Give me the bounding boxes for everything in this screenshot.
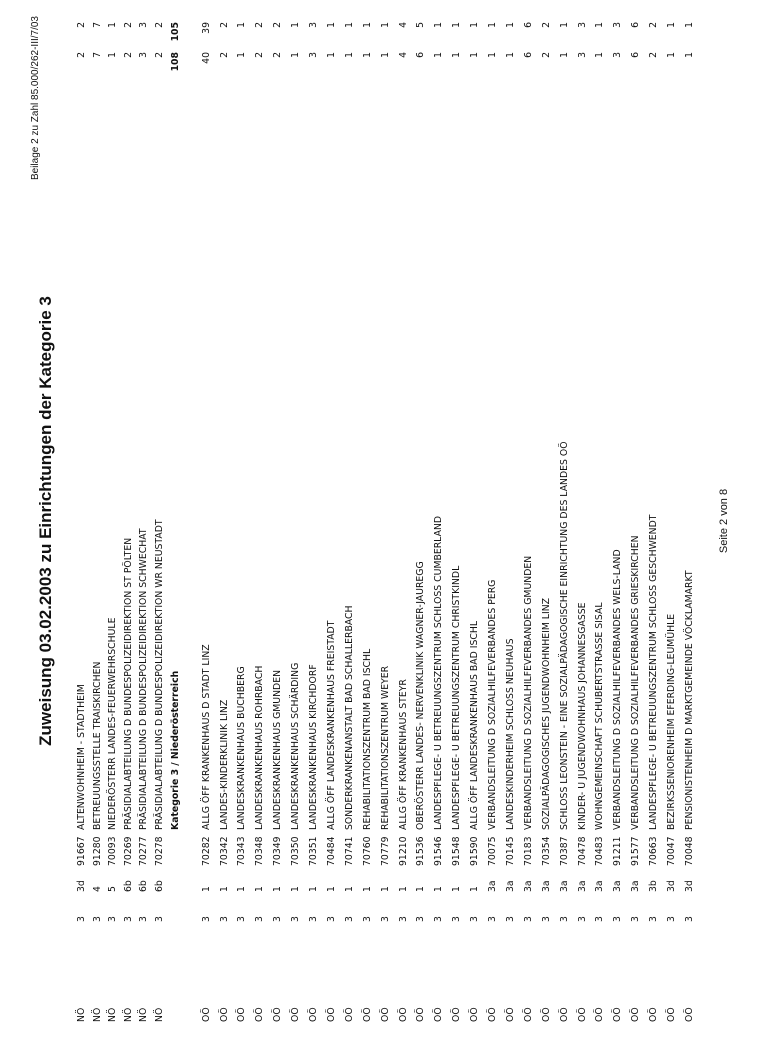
value-1-cell: 1 bbox=[343, 52, 355, 58]
category-cell: 3 bbox=[91, 916, 103, 922]
subcategory-cell: 6b bbox=[138, 880, 150, 892]
value-1-cell: 2 bbox=[76, 52, 87, 58]
state-cell: NÖ bbox=[91, 1007, 103, 1022]
state-cell: OÖ bbox=[397, 1007, 409, 1022]
value-1-cell: 1 bbox=[487, 52, 498, 58]
page-title: Zuweisung 03.02.2003 zu Einrichtungen der Kategorie 3 bbox=[36, 296, 55, 746]
value-2-cell: 1 bbox=[666, 22, 677, 28]
facility-number-cell: 70483 bbox=[594, 836, 606, 866]
facility-name-cell: OBERÖSTERR LANDES- NERVENKLINIK WAGNER-JAUREGG bbox=[415, 561, 427, 830]
state-cell: NÖ bbox=[107, 1007, 119, 1022]
value-2-cell: 2 bbox=[218, 22, 230, 28]
state-cell: OÖ bbox=[612, 1007, 624, 1022]
value-2-cell: 3 bbox=[612, 22, 624, 28]
subcategory-cell: 3a bbox=[540, 880, 552, 892]
value-1-cell: 1 bbox=[469, 52, 481, 58]
state-cell: OÖ bbox=[200, 1007, 212, 1022]
facility-number-cell: 91667 bbox=[76, 836, 87, 866]
value-1-cell: 1 bbox=[107, 52, 119, 58]
facility-number-cell: 91536 bbox=[415, 836, 427, 866]
state-cell: OÖ bbox=[683, 1007, 695, 1022]
value-1-cell: 6 bbox=[630, 52, 642, 58]
category-cell: 3 bbox=[397, 916, 409, 922]
facility-number-cell: 91211 bbox=[612, 836, 624, 866]
state-cell: NÖ bbox=[138, 1007, 150, 1022]
state-cell: OÖ bbox=[451, 1007, 463, 1022]
value-1-cell: 6 bbox=[415, 52, 427, 58]
value-1-cell: 3 bbox=[138, 52, 150, 58]
subcategory-cell: 5 bbox=[107, 886, 119, 892]
facility-number-cell: 70282 bbox=[200, 836, 212, 866]
state-cell: OÖ bbox=[433, 1007, 445, 1022]
facility-name-cell: NIEDERÖSTERR LANDES-FEUERWEHRSCHULE bbox=[107, 617, 119, 830]
value-2-cell: 2 bbox=[154, 22, 165, 28]
value-2-cell: 2 bbox=[540, 22, 552, 28]
state-cell: OÖ bbox=[558, 1007, 570, 1022]
facility-number-cell: 91548 bbox=[451, 836, 463, 866]
subcategory-cell: 6b bbox=[154, 880, 165, 892]
subcategory-cell: 1 bbox=[236, 886, 248, 892]
subcategory-cell: 3a bbox=[612, 880, 624, 892]
facility-name-cell: BEZIRKSSENIORENHEIM EFERDING-LEUMÜHLE bbox=[666, 613, 677, 830]
facility-name-cell: ALLG ÖFF LANDESKRANKENHAUS BAD ISCHL bbox=[469, 620, 481, 830]
state-cell: OÖ bbox=[504, 1007, 516, 1022]
state-cell: NÖ bbox=[122, 1007, 134, 1022]
value-2-cell: 1 bbox=[290, 22, 302, 28]
subtotal-label: Kategorie 3 / Niederösterreich bbox=[169, 670, 181, 830]
facility-number-cell: 70343 bbox=[236, 836, 248, 866]
category-cell: 3 bbox=[254, 916, 266, 922]
value-2-cell: 6 bbox=[522, 22, 534, 28]
category-cell: 3 bbox=[361, 916, 373, 922]
value-1-cell: 2 bbox=[648, 52, 660, 58]
category-cell: 3 bbox=[154, 916, 165, 922]
facility-number-cell: 70741 bbox=[343, 836, 355, 866]
subcategory-cell: 3a bbox=[630, 880, 642, 892]
facility-number-cell: 70093 bbox=[107, 836, 119, 866]
facility-name-cell: LANDESPFLEGE- U BETREUUNGSZENTRUM CHRISTKINDL bbox=[451, 565, 463, 830]
value-1-cell: 1 bbox=[236, 52, 248, 58]
value-2-cell: 2 bbox=[254, 22, 266, 28]
subcategory-cell: 1 bbox=[415, 886, 427, 892]
subcategory-cell: 3a bbox=[558, 880, 570, 892]
value-1-cell: 2 bbox=[218, 52, 230, 58]
value-1-cell: 1 bbox=[433, 52, 445, 58]
value-2-cell: 1 bbox=[107, 22, 119, 28]
facility-number-cell: 91577 bbox=[630, 836, 642, 866]
facility-number-cell: 70075 bbox=[487, 836, 498, 866]
page-number: Seite 2 von 8 bbox=[718, 488, 730, 554]
facility-name-cell: BETREUUNGSSTELLE TRAISKIRCHEN bbox=[91, 661, 103, 830]
category-cell: 3 bbox=[666, 916, 677, 922]
facility-number-cell: 70183 bbox=[522, 836, 534, 866]
facility-name-cell: SONDERKRANKENANSTALT BAD SCHALLERBACH bbox=[343, 605, 355, 830]
category-cell: 3 bbox=[236, 916, 248, 922]
facility-number-cell: 70047 bbox=[666, 836, 677, 866]
value-2-cell: 1 bbox=[487, 22, 498, 28]
value-1-cell: 3 bbox=[612, 52, 624, 58]
value-1-cell: 1 bbox=[683, 52, 695, 58]
facility-number-cell: 70277 bbox=[138, 836, 150, 866]
value-2-cell: 39 bbox=[200, 22, 212, 34]
value-1-cell: 2 bbox=[272, 52, 284, 58]
category-cell: 3 bbox=[272, 916, 284, 922]
state-cell: OÖ bbox=[648, 1007, 660, 1022]
category-cell: 3 bbox=[379, 916, 391, 922]
facility-name-cell: LANDESKINDERHEIM SCHLOSS NEUHAUS bbox=[504, 638, 516, 830]
facility-name-cell: ALLG ÖFF KRANKENHAUS D STADT LINZ bbox=[200, 644, 212, 830]
subcategory-cell: 3a bbox=[594, 880, 606, 892]
state-cell: OÖ bbox=[218, 1007, 230, 1022]
facility-name-cell: PENSIONISTENHEIM D MARKTGEMEINDE VÖCKLAMARKT bbox=[683, 570, 695, 830]
facility-number-cell: 70342 bbox=[218, 836, 230, 866]
facility-name-cell: LANDESPFLEGE- U BETREUUNGSZENTRUM SCHLOSS GESCHWENDT bbox=[648, 514, 660, 830]
value-2-cell: 1 bbox=[451, 22, 463, 28]
subcategory-cell: 3a bbox=[522, 880, 534, 892]
category-cell: 3 bbox=[218, 916, 230, 922]
facility-name-cell: LANDESKRANKENHAUS ROHRBACH bbox=[254, 665, 266, 830]
category-cell: 3 bbox=[76, 916, 87, 922]
category-cell: 3 bbox=[451, 916, 463, 922]
facility-name-cell: LANDESKRANKENHAUS KIRCHDORF bbox=[308, 664, 319, 830]
state-cell: OÖ bbox=[415, 1007, 427, 1022]
category-cell: 3 bbox=[612, 916, 624, 922]
value-2-cell: 1 bbox=[594, 22, 606, 28]
subcategory-cell: 1 bbox=[451, 886, 463, 892]
facility-number-cell: 70048 bbox=[683, 836, 695, 866]
value-2-cell: 1 bbox=[469, 22, 481, 28]
state-cell: OÖ bbox=[469, 1007, 481, 1022]
subtotal-value-1: 108 bbox=[169, 52, 181, 72]
subcategory-cell: 1 bbox=[433, 886, 445, 892]
facility-number-cell: 70349 bbox=[272, 836, 284, 866]
state-cell: OÖ bbox=[576, 1007, 588, 1022]
subcategory-cell: 1 bbox=[397, 886, 409, 892]
facility-number-cell: 70354 bbox=[540, 836, 552, 866]
state-cell: OÖ bbox=[308, 1007, 319, 1022]
value-1-cell: 1 bbox=[379, 52, 391, 58]
category-cell: 3 bbox=[469, 916, 481, 922]
subcategory-cell: 1 bbox=[361, 886, 373, 892]
facility-number-cell: 70348 bbox=[254, 836, 266, 866]
value-2-cell: 7 bbox=[91, 22, 103, 28]
subcategory-cell: 3d bbox=[666, 880, 677, 892]
state-cell: OÖ bbox=[325, 1007, 337, 1022]
category-cell: 3 bbox=[558, 916, 570, 922]
subcategory-cell: 1 bbox=[308, 886, 319, 892]
subcategory-cell: 1 bbox=[254, 886, 266, 892]
value-1-cell: 1 bbox=[361, 52, 373, 58]
value-2-cell: 1 bbox=[236, 22, 248, 28]
category-cell: 3 bbox=[487, 916, 498, 922]
facility-name-cell: REHABILITATIONSZENTRUM BAD ISCHL bbox=[361, 648, 373, 830]
subcategory-cell: 4 bbox=[91, 886, 103, 892]
value-1-cell: 1 bbox=[594, 52, 606, 58]
value-2-cell: 1 bbox=[343, 22, 355, 28]
value-2-cell: 3 bbox=[576, 22, 588, 28]
category-cell: 3 bbox=[594, 916, 606, 922]
value-1-cell: 3 bbox=[308, 52, 319, 58]
facility-name-cell: WOHNGEMEINSCHAFT SCHUBERTSTRASSE SISAL bbox=[594, 602, 606, 830]
value-2-cell: 1 bbox=[379, 22, 391, 28]
value-1-cell: 1 bbox=[558, 52, 570, 58]
facility-name-cell: LANDES-KINDERKLINIK LINZ bbox=[218, 699, 230, 830]
category-cell: 3 bbox=[648, 916, 660, 922]
facility-name-cell: ALLG ÖFF KRANKENHAUS STEYR bbox=[397, 679, 409, 830]
facility-number-cell: 91280 bbox=[91, 836, 103, 866]
value-2-cell: 3 bbox=[308, 22, 319, 28]
category-cell: 3 bbox=[522, 916, 534, 922]
facility-number-cell: 70387 bbox=[558, 836, 570, 866]
subcategory-cell: 3d bbox=[683, 880, 695, 892]
facility-name-cell: PRÄSIDIALABTEILUNG D BUNDESPOLIZEIDIREKTION WR NEUSTADT bbox=[154, 519, 165, 830]
value-2-cell: 1 bbox=[504, 22, 516, 28]
facility-number-cell: 91210 bbox=[397, 836, 409, 866]
subcategory-cell: 3a bbox=[576, 880, 588, 892]
value-1-cell: 1 bbox=[290, 52, 302, 58]
facility-name-cell: LANDESKRANKENHAUS GMUNDEN bbox=[272, 669, 284, 830]
facility-name-cell: KINDER- U JUGENDWOHNHAUS JOHANNESGASSE bbox=[576, 602, 588, 830]
category-cell: 3 bbox=[138, 916, 150, 922]
facility-number-cell: 70350 bbox=[290, 836, 302, 866]
category-cell: 3 bbox=[683, 916, 695, 922]
category-cell: 3 bbox=[290, 916, 302, 922]
value-1-cell: 2 bbox=[154, 52, 165, 58]
facility-name-cell: ALTENWOHNHEIM - STADTHEIM bbox=[76, 684, 87, 830]
subcategory-cell: 3d bbox=[76, 880, 87, 892]
state-cell: OÖ bbox=[630, 1007, 642, 1022]
facility-number-cell: 70779 bbox=[379, 836, 391, 866]
subcategory-cell: 1 bbox=[218, 886, 230, 892]
value-2-cell: 1 bbox=[558, 22, 570, 28]
subcategory-cell: 1 bbox=[325, 886, 337, 892]
state-cell: OÖ bbox=[272, 1007, 284, 1022]
value-2-cell: 2 bbox=[648, 22, 660, 28]
facility-name-cell: VERBANDSLEITUNG D SOZIALHILFEVERBANDES WELS-LAND bbox=[612, 549, 624, 830]
value-2-cell: 1 bbox=[325, 22, 337, 28]
category-cell: 3 bbox=[576, 916, 588, 922]
value-1-cell: 4 bbox=[397, 52, 409, 58]
facility-name-cell: SCHLOSS LEONSTEIN - EINE SOZIALPÄDAGOGISCHE EINRICHTUNG DES LANDES OÖ bbox=[558, 441, 570, 830]
value-2-cell: 5 bbox=[415, 22, 427, 28]
facility-name-cell: REHABILITATIONSZENTRUM WEYER bbox=[379, 665, 391, 830]
facility-name-cell: PRÄSIDIALABTEILUNG D BUNDESPOLIZEIDIREKTION ST PÖLTEN bbox=[122, 537, 134, 830]
state-cell: OÖ bbox=[540, 1007, 552, 1022]
value-1-cell: 7 bbox=[91, 52, 103, 58]
category-cell: 3 bbox=[107, 916, 119, 922]
value-2-cell: 4 bbox=[397, 22, 409, 28]
facility-name-cell: LANDESKRANKENHAUS SCHÄRDING bbox=[290, 662, 302, 830]
subcategory-cell: 1 bbox=[343, 886, 355, 892]
value-2-cell: 2 bbox=[122, 22, 134, 28]
facility-name-cell: VERBANDSLEITUNG D SOZIALHILFEVERBANDES PERG bbox=[487, 579, 498, 830]
subtotal-value-2: 105 bbox=[169, 22, 181, 42]
subcategory-cell: 1 bbox=[272, 886, 284, 892]
value-1-cell: 1 bbox=[504, 52, 516, 58]
state-cell: OÖ bbox=[236, 1007, 248, 1022]
value-1-cell: 2 bbox=[540, 52, 552, 58]
category-cell: 3 bbox=[343, 916, 355, 922]
value-2-cell: 1 bbox=[683, 22, 695, 28]
value-2-cell: 2 bbox=[272, 22, 284, 28]
facility-name-cell: SOZIALPÄDAGOGISCHES JUGENDWOHNHEIM LINZ bbox=[540, 597, 552, 830]
category-cell: 3 bbox=[308, 916, 319, 922]
category-cell: 3 bbox=[504, 916, 516, 922]
value-1-cell: 1 bbox=[451, 52, 463, 58]
facility-number-cell: 70760 bbox=[361, 836, 373, 866]
reference-number: Beilage 2 zu Zahl 85.000/262-III/7/03 bbox=[30, 16, 41, 181]
facility-number-cell: 70278 bbox=[154, 836, 165, 866]
subcategory-cell: 3a bbox=[504, 880, 516, 892]
category-cell: 3 bbox=[122, 916, 134, 922]
value-2-cell: 6 bbox=[630, 22, 642, 28]
state-cell: OÖ bbox=[594, 1007, 606, 1022]
state-cell: NÖ bbox=[154, 1007, 165, 1022]
subcategory-cell: 6b bbox=[122, 880, 134, 892]
subcategory-cell: 1 bbox=[290, 886, 302, 892]
value-1-cell: 2 bbox=[254, 52, 266, 58]
subcategory-cell: 1 bbox=[200, 886, 212, 892]
facility-number-cell: 70478 bbox=[576, 836, 588, 866]
subcategory-cell: 3b bbox=[648, 880, 660, 892]
value-2-cell: 3 bbox=[138, 22, 150, 28]
facility-number-cell: 91546 bbox=[433, 836, 445, 866]
facility-number-cell: 70145 bbox=[504, 836, 516, 866]
subcategory-cell: 1 bbox=[379, 886, 391, 892]
category-cell: 3 bbox=[200, 916, 212, 922]
value-2-cell: 1 bbox=[433, 22, 445, 28]
category-cell: 3 bbox=[630, 916, 642, 922]
facility-number-cell: 91590 bbox=[469, 836, 481, 866]
value-2-cell: 1 bbox=[361, 22, 373, 28]
category-cell: 3 bbox=[433, 916, 445, 922]
state-cell: OÖ bbox=[361, 1007, 373, 1022]
facility-number-cell: 70269 bbox=[122, 836, 134, 866]
category-cell: 3 bbox=[325, 916, 337, 922]
value-1-cell: 1 bbox=[325, 52, 337, 58]
state-cell: OÖ bbox=[290, 1007, 302, 1022]
value-1-cell: 2 bbox=[122, 52, 134, 58]
state-cell: NÖ bbox=[76, 1007, 87, 1022]
facility-name-cell: ALLG ÖFF LANDESKRANKENHAUS FREISTADT bbox=[325, 620, 337, 830]
facility-number-cell: 70484 bbox=[325, 836, 337, 866]
value-1-cell: 6 bbox=[522, 52, 534, 58]
facility-name-cell: VERBANDSLEITUNG D SOZIALHILFEVERBANDES GMUNDEN bbox=[522, 555, 534, 830]
category-cell: 3 bbox=[415, 916, 427, 922]
value-2-cell: 2 bbox=[76, 22, 87, 28]
state-cell: OÖ bbox=[343, 1007, 355, 1022]
state-cell: OÖ bbox=[487, 1007, 498, 1022]
state-cell: OÖ bbox=[379, 1007, 391, 1022]
category-cell: 3 bbox=[540, 916, 552, 922]
subcategory-cell: 3a bbox=[487, 880, 498, 892]
state-cell: OÖ bbox=[254, 1007, 266, 1022]
facility-name-cell: PRÄSIDIALABTEILUNG D BUNDESPOLIZEIDIREKTION SCHWECHAT bbox=[138, 528, 150, 830]
value-1-cell: 3 bbox=[576, 52, 588, 58]
value-1-cell: 1 bbox=[666, 52, 677, 58]
facility-name-cell: LANDESKRANKENHAUS BUCHBERG bbox=[236, 666, 248, 830]
facility-number-cell: 70351 bbox=[308, 836, 319, 866]
value-1-cell: 40 bbox=[200, 52, 212, 64]
state-cell: OÖ bbox=[666, 1007, 677, 1022]
facility-number-cell: 70663 bbox=[648, 836, 660, 866]
subcategory-cell: 1 bbox=[469, 886, 481, 892]
facility-name-cell: LANDESPFLEGE- U BETREUUNGSZENTRUM SCHLOSS CUMBERLAND bbox=[433, 515, 445, 830]
facility-name-cell: VERBANDSLEITUNG D SOZIALHILFEVERBANDES GRIESKIRCHEN bbox=[630, 535, 642, 830]
state-cell: OÖ bbox=[522, 1007, 534, 1022]
